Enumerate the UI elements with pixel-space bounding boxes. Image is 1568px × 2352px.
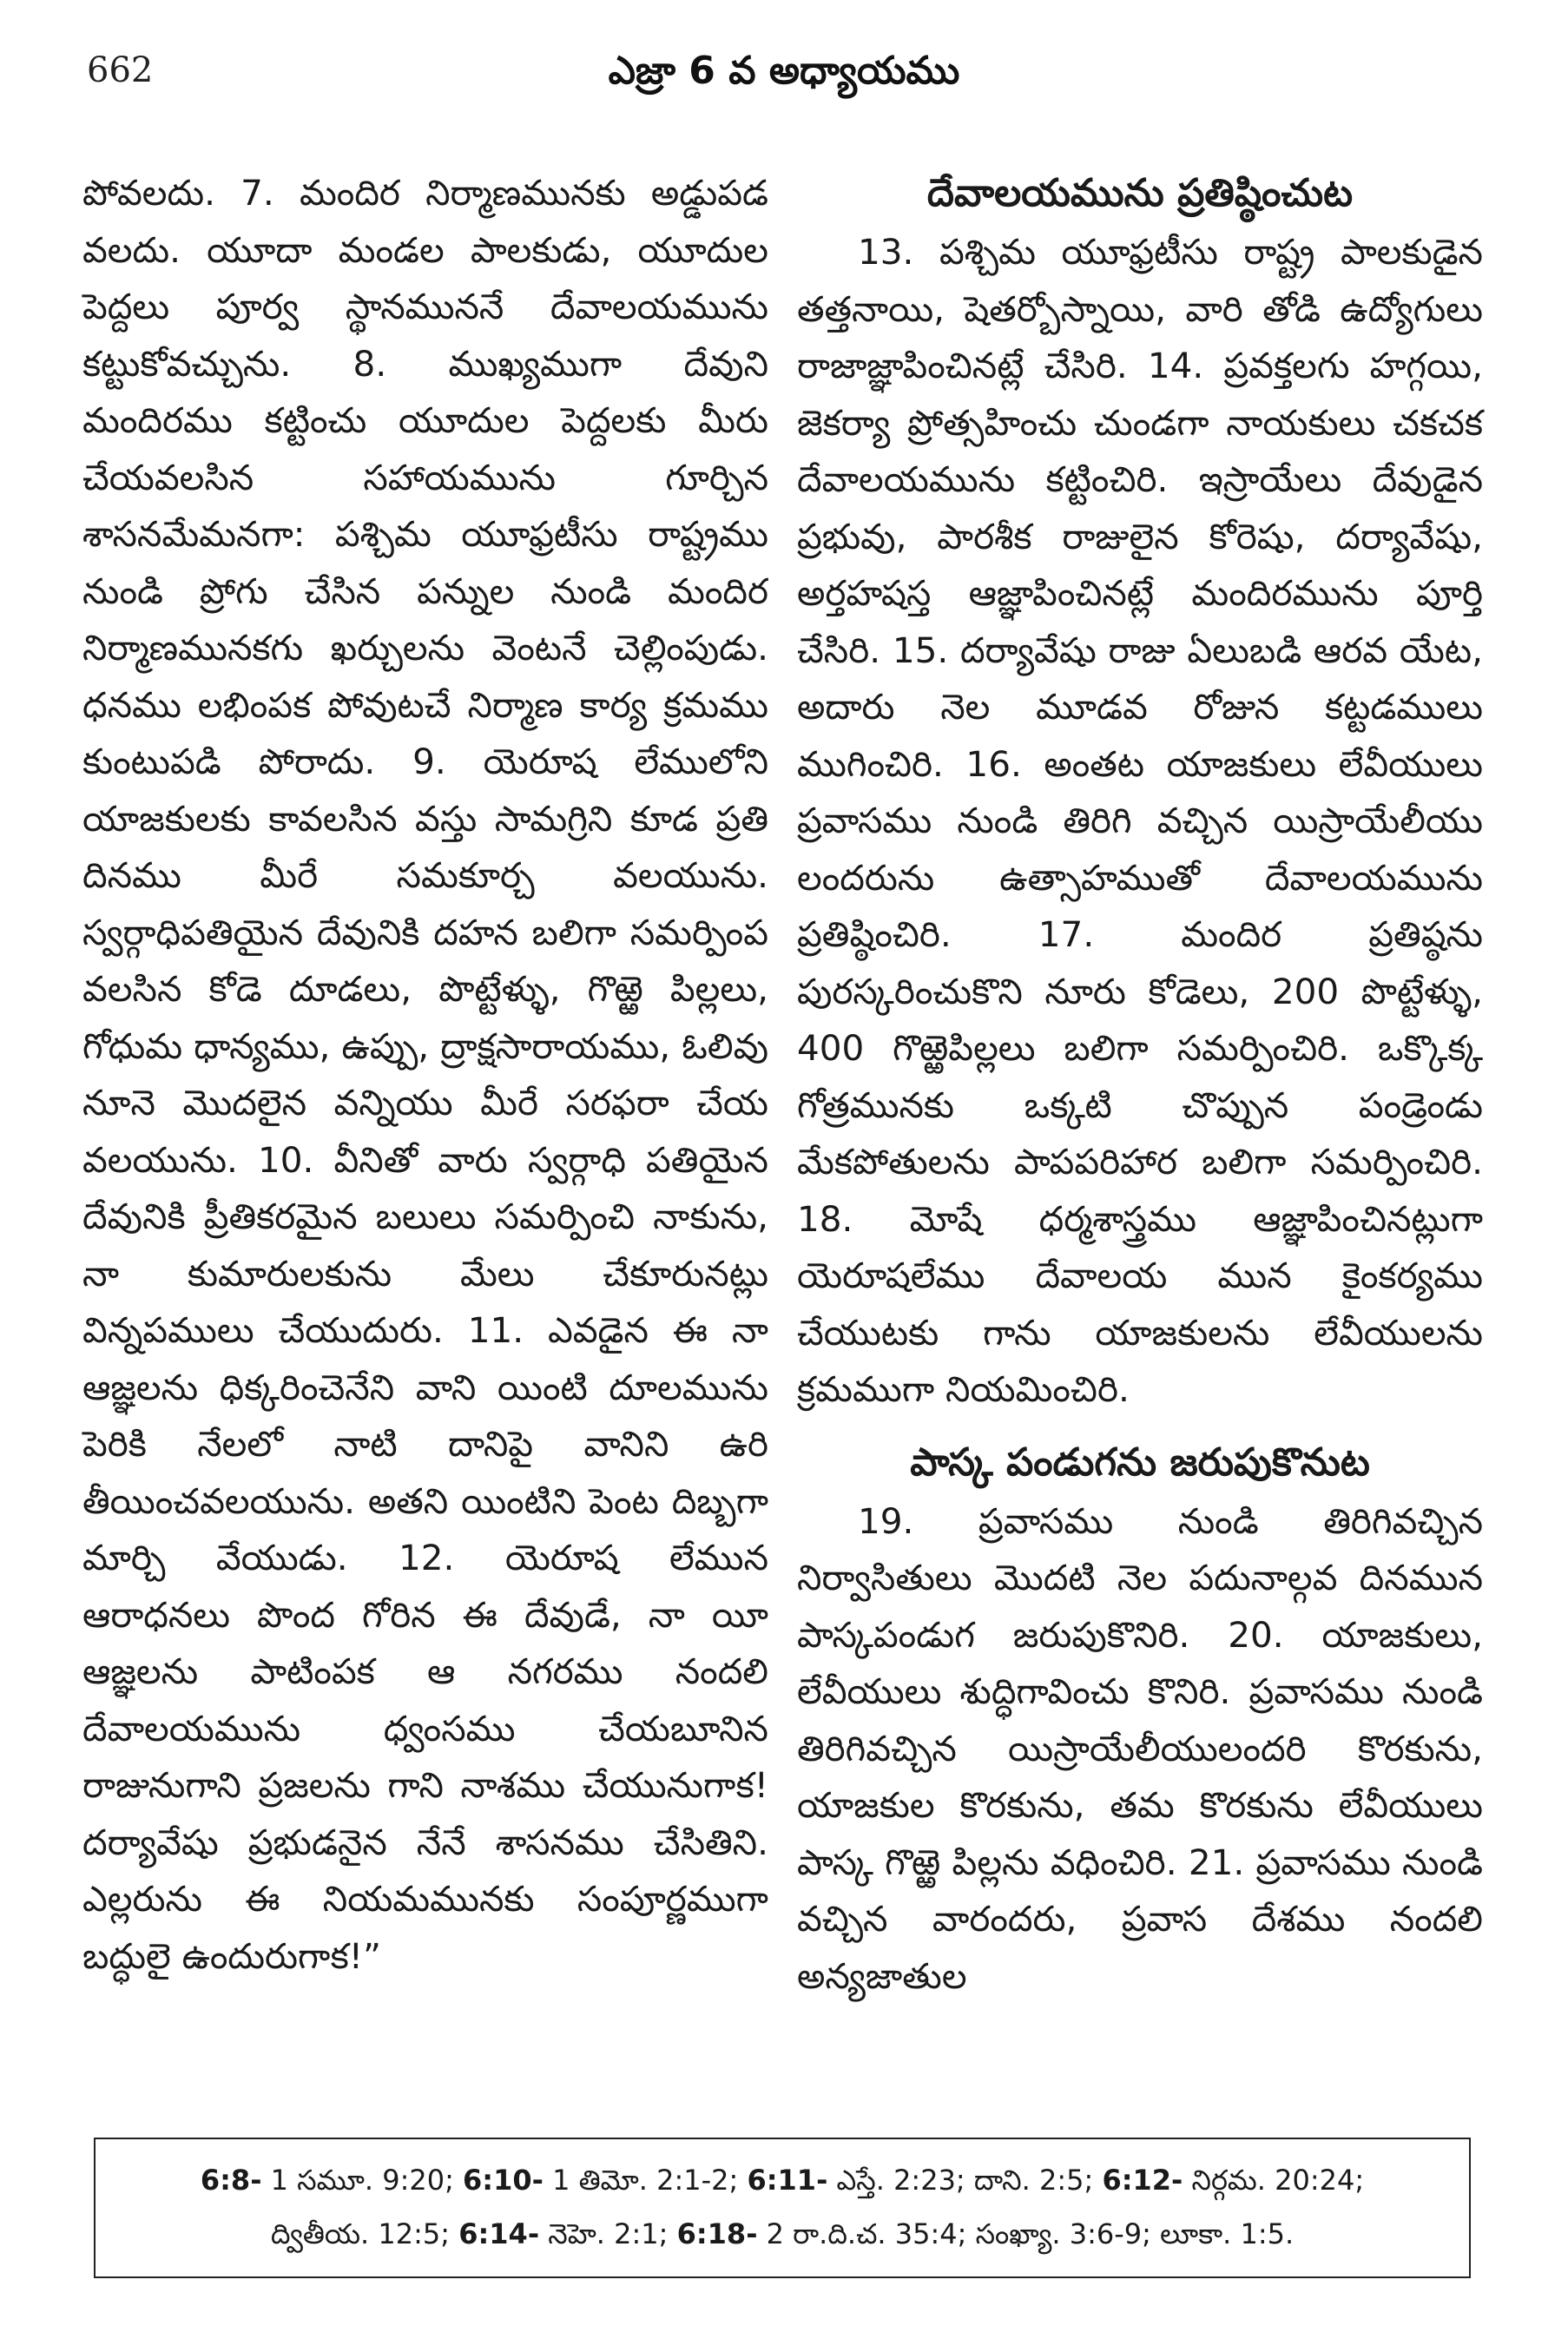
cross-reference-box [94, 2138, 1471, 2278]
cross-reference-ref: 6:8- [200, 2164, 262, 2197]
cross-reference-text: 1 తిమో. 2:1-2; [543, 2164, 748, 2197]
paragraph-passover: 19. ప్రవాసము నుండి తిరిగివచ్చిన నిర్వాసితులు మొదటి నెల పదునాల్గవ దినమున పాస్కపండుగ జరుపుకొనిరి. 20. యాజకులు, లేవీయులు శుద్ధిగావించు కొనిరి. ప్రవాసము నుండి తిరిగివచ్చిన యిస్రాయేలీయులందరి కొరకును, యాజకుల కొరకును, తమ కొరకును లేవీయులు పాస్క గొఱ్ఱె పిల్లను వధించిరి. 21. ప్రవాసము నుండి వచ్చిన వారందరు, ప్రవాస దేశము నందలి అన్యజాతుల [797, 1499, 1483, 1997]
cross-reference-text: నెహె. 2:1; [539, 2217, 677, 2250]
cross-reference-text: ద్వితీయ. 12:5; [270, 2217, 459, 2250]
right-column [797, 165, 1483, 2005]
page-number: 662 [87, 50, 154, 90]
cross-reference-ref: 6:12- [1102, 2164, 1183, 2197]
cross-reference-text: 2 రా.ది.చ. 35:4; సంఖ్యా. 3:6-9; లూకా. 1:5. [757, 2217, 1295, 2250]
left-column-text: పోవలదు. 7. మందిర నిర్మాణమునకు అడ్డుపడ వలదు. యూదా మండల పాలకుడు, యూదుల పెద్దలు పూర్వ స్థానముననే దేవాలయమును కట్టుకోవచ్చును. 8. ముఖ్యముగా దేవుని మందిరము కట్టించు యూదుల పెద్దలకు మీరు చేయవలసిన సహాయమును గూర్చిన శాసనమేమనగా: పశ్చిమ యూఫ్రటీసు రాష్ట్రము నుండి ప్రోగు చేసిన పన్నుల నుండి మందిర నిర్మాణమునకగు ఖర్చులను వెంటనే చెల్లింపుడు. ధనము లభింపక పోవుటచే నిర్మాణ కార్య క్రమము కుంటుపడి పోరాదు. 9. యెరూష లేములోని యాజకులకు కావలసిన వస్తు సామగ్రిని కూడ ప్రతి దినము మీరే సమకూర్చ వలయును. స్వర్గాధిపతియైన దేవునికి దహన బలిగా సమర్పింప వలసిన కోడె దూడలు, పొట్టేళ్ళు, గొఱ్ఱె పిల్లలు, గోధుమ ధాన్యము, ఉప్పు, ద్రాక్షసారాయము, ఓలివు నూనె మొదలైన వన్నియు మీరే సరఫరా చేయ వలయును. 10. వీనితో వారు స్వర్గాధి పతియైన దేవునికి ప్రీతికరమైన బలులు సమర్పించి నాకును, నా కుమారులకును మేలు చేకూరునట్లు విన్నపములు చేయుదురు. 11. ఎవడైన ఈ నా ఆజ్ఞలను ధిక్కరించెనేని వాని యింటి దూలమును పెరికి నేలలో నాటి దానిపై వానిని ఉరి తీయించవలయును. అతని యింటిని పెంట దిబ్బగా మార్చి వేయుడు. 12. యెరూష లేమున ఆరాధనలు పొంద గోరిన ఈ దేవుడే, నా యీ ఆజ్ఞలను పాటింపక ఆ నగరము నందలి దేవాలయమును ధ్వంసము చేయబూనిన రాజునుగాని ప్రజలను గాని నాశము చేయునుగాక! దర్యావేషు ప్రభుడనైన నేనే శాసనము చేసితిని. ఎల్లరును ఈ నియమమునకు సంపూర్ణముగా బద్ధులై ఉందురుగాక!” [82, 172, 768, 1977]
cross-reference-ref: 6:11- [747, 2164, 828, 2197]
cross-reference-ref: 6:18- [676, 2217, 758, 2250]
paragraph-dedication: 13. పశ్చిమ యూఫ్రటీసు రాష్ట్ర పాలకుడైన తత్తనాయి, షెతర్బోస్నాయి, వారి తోడి ఉద్యోగులు రాజాజ్ఞాపించినట్లే చేసిరి. 14. ప్రవక్తలగు హగ్గయి, జెకర్యా ప్రోత్సహించు చుండగా నాయకులు చకచక దేవాలయమును కట్టించిరి. ఇస్రాయేలు దేవుడైన ప్రభువు, పారశీక రాజులైన కోరెషు, దర్యావేషు, అర్తహషస్త ఆజ్ఞాపించినట్లే మందిరమును పూర్తి చేసిరి. 15. దర్యావేషు రాజు ఏలుబడి ఆరవ యేట, అదారు నెల మూడవ రోజున కట్టడములు ముగించిరి. 16. అంతట యాజకులు లేవీయులు ప్రవాసము నుండి తిరిగి వచ్చిన యిస్రాయేలీయు లందరును ఉత్సాహముతో దేవాలయమును ప్రతిష్ఠించిరి. 17. మందిర ప్రతిష్ఠను పురస్కరించుకొని నూరు కోడెలు, 200 పొట్టేళ్ళు, 400 గొఱ్ఱెపిల్లలు బలిగా సమర్పించిరి. ఒక్కొక్క గోత్రమునకు ఒక్కటి చొప్పున పండ్రెండు మేకపోతులను పాపపరిహార బలిగా సమర్పించిరి. 18. మోషే ధర్మశాస్త్రము ఆజ్ఞాపించినట్లుగా యెరూషలేము దేవాలయ మున కైంకర్యము చేయుటకు గాను యాజకులను లేవీయులను క్రమముగా నియమించిరి. [797, 231, 1483, 1410]
left-column [82, 165, 768, 1985]
cross-reference-text: ఎస్తే. 2:23; దాని. 2:5; [827, 2164, 1103, 2197]
cross-reference-text: నిర్గమ. 20:24; [1183, 2164, 1365, 2197]
cross-reference-line-1 [127, 2153, 1438, 2207]
cross-reference-text: 1 సమూ. 9:20; [261, 2164, 464, 2197]
section-heading-passover: పాస్క పండుగను జరుపుకొనుట [910, 1440, 1370, 1485]
cross-reference-ref: 6:14- [458, 2217, 540, 2250]
cross-reference-line-2 [127, 2207, 1438, 2261]
cross-reference-ref: 6:10- [463, 2164, 544, 2197]
section-heading-dedication: దేవాలయమును ప్రతిష్ఠించుట [926, 171, 1354, 215]
running-head-title: ఎజ్రా 6 వ అధ్యాయము [608, 49, 960, 93]
